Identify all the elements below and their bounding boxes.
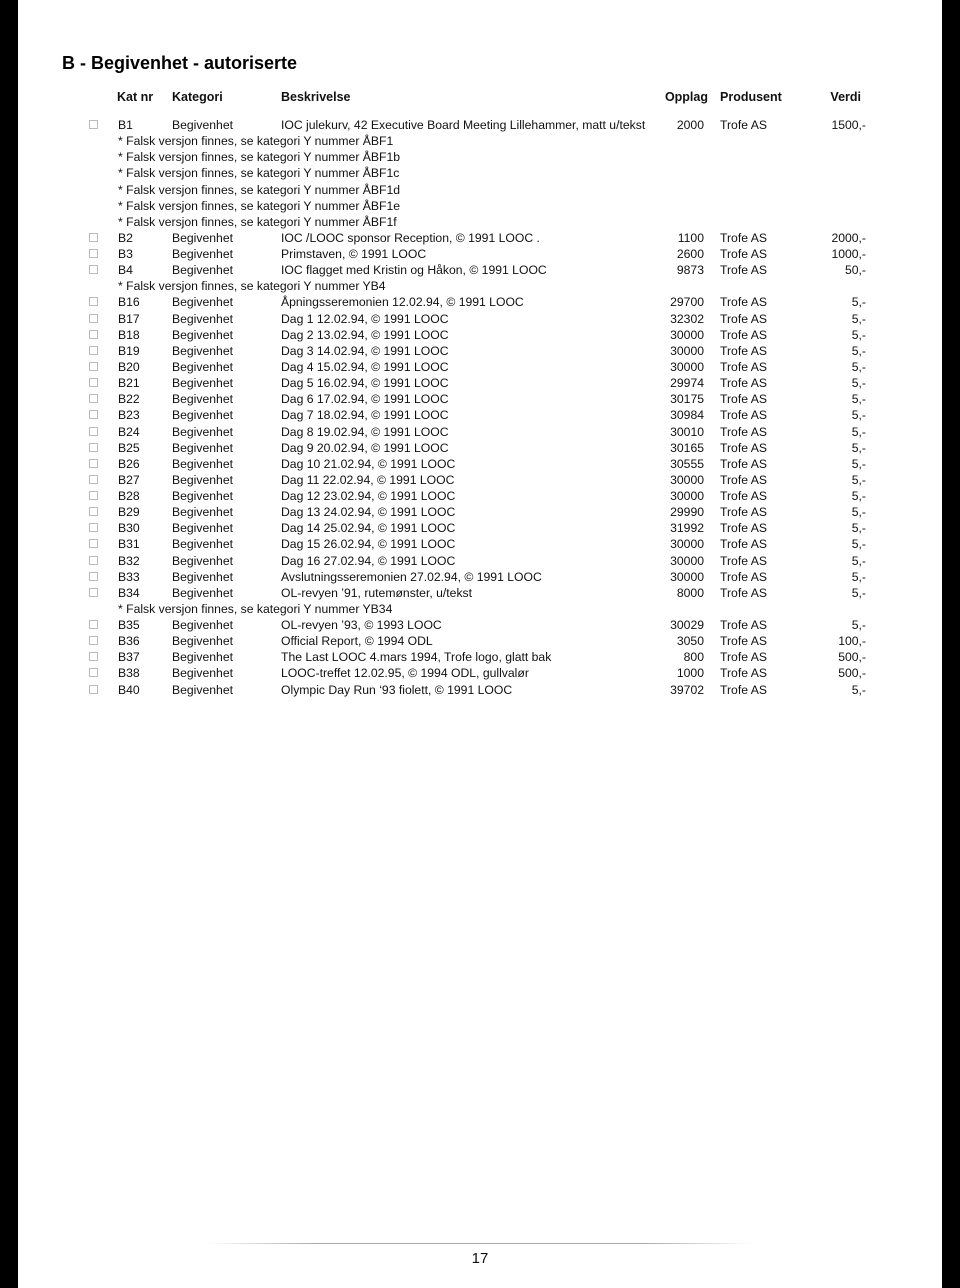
- cell-kat-nr: B18: [118, 327, 140, 342]
- table-row: [18, 504, 942, 520]
- cell-verdi: 5,-: [851, 472, 866, 487]
- cell-verdi: 5,-: [851, 489, 866, 503]
- cell-produsent: Trofe AS: [720, 295, 767, 310]
- table-row: [18, 569, 942, 585]
- note-text: * Falsk versjon finnes, se kategori Y nummer ÅBF1b: [118, 150, 401, 165]
- note-row: [18, 278, 942, 294]
- cell-kategori: Begivenhet: [172, 327, 233, 342]
- table-header: [18, 89, 942, 105]
- cell-kategori: Begivenhet: [172, 311, 233, 326]
- row-checkbox[interactable]: [89, 459, 98, 468]
- table-row: [18, 391, 942, 407]
- cell-verdi: 5,-: [851, 682, 866, 697]
- cell-verdi: 2000,-: [831, 230, 866, 245]
- row-checkbox[interactable]: [89, 443, 98, 452]
- cell-kategori: Begivenhet: [172, 666, 233, 681]
- cell-kat-nr: B23: [118, 408, 140, 423]
- cell-opplag: 29990: [670, 505, 704, 520]
- cell-beskrivelse: LOOC-treffet 12.02.95, © 1994 ODL, gullvalør: [281, 666, 529, 681]
- cell-beskrivelse: The Last LOOC 4.mars 1994, Trofe logo, glatt bak: [281, 650, 552, 665]
- cell-verdi: 5,-: [851, 376, 866, 391]
- page-title: B - Begivenhet - autoriserte: [62, 53, 298, 73]
- cell-verdi: 5,-: [851, 440, 866, 455]
- cell-kategori: Begivenhet: [172, 408, 233, 423]
- cell-produsent: Trofe AS: [720, 376, 767, 391]
- note-text: * Falsk versjon finnes, se kategori Y nummer ÅBF1d: [118, 182, 401, 197]
- row-checkbox[interactable]: [89, 233, 98, 242]
- row-checkbox[interactable]: [89, 668, 98, 677]
- cell-kat-nr: B1: [118, 118, 133, 132]
- table-row: [18, 633, 942, 649]
- cell-kat-nr: B17: [118, 311, 140, 326]
- cell-beskrivelse: Dag 5 16.02.94, © 1991 LOOC: [281, 376, 449, 391]
- cell-verdi: 5,-: [851, 618, 866, 632]
- cell-verdi: 5,-: [851, 505, 866, 520]
- cell-verdi: 5,-: [851, 521, 866, 536]
- cell-kategori: Begivenhet: [172, 424, 233, 439]
- cell-verdi: 5,-: [851, 424, 866, 439]
- cell-beskrivelse: IOC /LOOC sponsor Reception, © 1991 LOOC .: [281, 230, 540, 245]
- header-beskrivelse: Beskrivelse: [281, 90, 351, 104]
- cell-opplag: 8000: [676, 585, 704, 600]
- cell-produsent: Trofe AS: [720, 472, 767, 487]
- cell-beskrivelse: Åpningsseremonien 12.02.94, © 1991 LOOC: [281, 295, 524, 310]
- cell-opplag: 9873: [676, 263, 704, 278]
- cell-produsent: Trofe AS: [720, 505, 767, 520]
- cell-verdi: 1000,-: [831, 247, 866, 261]
- page-number: 17: [471, 1250, 489, 1267]
- cell-kategori: Begivenhet: [172, 247, 233, 261]
- cell-beskrivelse: Dag 8 19.02.94, © 1991 LOOC: [281, 424, 449, 439]
- document-page: [18, 0, 942, 1288]
- cell-opplag: 2600: [676, 247, 704, 261]
- cell-produsent: Trofe AS: [720, 247, 767, 261]
- cell-kategori: Begivenhet: [172, 505, 233, 520]
- cell-opplag: 30555: [670, 456, 704, 471]
- cell-opplag: 30000: [670, 569, 704, 584]
- cell-kat-nr: B24: [118, 424, 140, 439]
- cell-opplag: 30175: [670, 392, 704, 407]
- cell-kat-nr: B30: [118, 521, 140, 536]
- row-checkbox[interactable]: [89, 620, 98, 629]
- cell-beskrivelse: Dag 13 24.02.94, © 1991 LOOC: [281, 505, 456, 520]
- cell-beskrivelse: Dag 6 17.02.94, © 1991 LOOC: [281, 392, 449, 407]
- header-verdi: Verdi: [830, 90, 861, 104]
- row-checkbox[interactable]: [89, 491, 98, 500]
- cell-kategori: Begivenhet: [172, 650, 233, 665]
- cell-verdi: 5,-: [851, 359, 866, 374]
- cell-kat-nr: B4: [118, 263, 133, 278]
- table-row: [18, 665, 942, 681]
- cell-produsent: Trofe AS: [720, 311, 767, 326]
- note-row: [18, 165, 942, 181]
- cell-opplag: 3050: [676, 634, 704, 649]
- cell-kategori: Begivenhet: [172, 569, 233, 584]
- header-kat-nr: Kat nr: [117, 90, 154, 104]
- cell-kat-nr: B31: [118, 537, 140, 552]
- cell-beskrivelse: Dag 12 23.02.94, © 1991 LOOC: [281, 489, 456, 503]
- cell-beskrivelse: Dag 9 20.02.94, © 1991 LOOC: [281, 440, 449, 455]
- cell-opplag: 30000: [670, 343, 704, 358]
- cell-kategori: Begivenhet: [172, 537, 233, 552]
- cell-produsent: Trofe AS: [720, 650, 767, 665]
- row-checkbox[interactable]: [89, 314, 98, 323]
- cell-verdi: 5,-: [851, 585, 866, 600]
- cell-verdi: 1500,-: [831, 118, 866, 132]
- table-row: [18, 262, 942, 278]
- cell-produsent: Trofe AS: [720, 359, 767, 374]
- cell-opplag: 30000: [670, 472, 704, 487]
- note-text: * Falsk versjon finnes, se kategori Y nummer ÅBF1: [118, 134, 394, 149]
- cell-produsent: Trofe AS: [720, 666, 767, 681]
- cell-kategori: Begivenhet: [172, 472, 233, 487]
- table-row: [18, 424, 942, 440]
- note-text: * Falsk versjon finnes, se kategori Y nummer YB34: [118, 601, 393, 616]
- row-checkbox[interactable]: [89, 297, 98, 306]
- cell-opplag: 30165: [670, 440, 704, 455]
- row-checkbox[interactable]: [89, 394, 98, 403]
- cell-produsent: Trofe AS: [720, 408, 767, 423]
- table-row: [18, 488, 942, 504]
- cell-kat-nr: B3: [118, 247, 133, 261]
- cell-verdi: 5,-: [851, 295, 866, 310]
- cell-kategori: Begivenhet: [172, 295, 233, 310]
- table-row: [18, 117, 942, 133]
- cell-produsent: Trofe AS: [720, 230, 767, 245]
- cell-beskrivelse: Dag 2 13.02.94, © 1991 LOOC: [281, 327, 449, 342]
- cell-produsent: Trofe AS: [720, 585, 767, 600]
- cell-beskrivelse: Dag 10 21.02.94, © 1991 LOOC: [281, 456, 456, 471]
- cell-kat-nr: B40: [118, 682, 140, 697]
- cell-produsent: Trofe AS: [720, 569, 767, 584]
- table-row: [18, 617, 942, 633]
- footer-divider: [208, 1243, 752, 1244]
- table-row: [18, 327, 942, 343]
- note-text: * Falsk versjon finnes, se kategori Y nummer YB4: [118, 279, 386, 294]
- cell-opplag: 30010: [670, 424, 704, 439]
- cell-beskrivelse: Dag 7 18.02.94, © 1991 LOOC: [281, 408, 449, 423]
- cell-beskrivelse: IOC flagget med Kristin og Håkon, © 1991 LOOC: [281, 263, 547, 278]
- note-row: [18, 214, 942, 230]
- cell-kategori: Begivenhet: [172, 440, 233, 455]
- cell-opplag: 30000: [670, 553, 704, 568]
- cell-verdi: 5,-: [851, 311, 866, 326]
- cell-kat-nr: B27: [118, 472, 140, 487]
- row-checkbox[interactable]: [89, 475, 98, 484]
- row-checkbox[interactable]: [89, 362, 98, 371]
- cell-opplag: 1100: [677, 230, 704, 245]
- cell-verdi: 5,-: [851, 327, 866, 342]
- cell-produsent: Trofe AS: [720, 682, 767, 697]
- cell-kat-nr: B20: [118, 359, 140, 374]
- cell-kategori: Begivenhet: [172, 118, 233, 132]
- cell-beskrivelse: Dag 1 12.02.94, © 1991 LOOC: [281, 311, 449, 326]
- row-checkbox[interactable]: [89, 265, 98, 274]
- table-row: [18, 585, 942, 601]
- row-checkbox[interactable]: [89, 249, 98, 258]
- cell-opplag: 29700: [670, 295, 704, 310]
- table-row: [18, 343, 942, 359]
- cell-kat-nr: B28: [118, 489, 140, 503]
- cell-verdi: 5,-: [851, 392, 866, 407]
- note-row: [18, 133, 942, 149]
- cell-verdi: 5,-: [851, 408, 866, 423]
- cell-verdi: 5,-: [851, 456, 866, 471]
- cell-kat-nr: B26: [118, 456, 140, 471]
- cell-kategori: Begivenhet: [172, 618, 233, 632]
- cell-kategori: Begivenhet: [172, 343, 233, 358]
- table-row: [18, 230, 942, 246]
- cell-kategori: Begivenhet: [172, 682, 233, 697]
- cell-produsent: Trofe AS: [720, 343, 767, 358]
- cell-kategori: Begivenhet: [172, 489, 233, 503]
- cell-verdi: 500,-: [838, 650, 866, 665]
- cell-kat-nr: B34: [118, 585, 140, 600]
- row-checkbox[interactable]: [89, 346, 98, 355]
- cell-beskrivelse: IOC julekurv, 42 Executive Board Meeting Lillehammer, matt u/tekst: [281, 118, 646, 132]
- row-checkbox[interactable]: [89, 507, 98, 516]
- table-row: [18, 520, 942, 536]
- cell-beskrivelse: OL-revyen ’91, rutemønster, u/tekst: [281, 585, 473, 600]
- cell-kategori: Begivenhet: [172, 585, 233, 600]
- note-text: * Falsk versjon finnes, se kategori Y nummer ÅBF1f: [118, 214, 397, 229]
- cell-kat-nr: B19: [118, 343, 140, 358]
- header-produsent: Produsent: [720, 90, 782, 104]
- table-row: [18, 649, 942, 665]
- note-text: * Falsk versjon finnes, se kategori Y nummer ÅBF1e: [118, 198, 401, 213]
- note-row: [18, 198, 942, 214]
- cell-opplag: 32302: [670, 311, 704, 326]
- cell-opplag: 30984: [670, 408, 704, 423]
- cell-beskrivelse: Dag 3 14.02.94, © 1991 LOOC: [281, 343, 449, 358]
- cell-beskrivelse: Olympic Day Run ‘93 fiolett, © 1991 LOOC: [281, 682, 513, 697]
- cell-kategori: Begivenhet: [172, 392, 233, 407]
- cell-kat-nr: B32: [118, 553, 140, 568]
- cell-kat-nr: B38: [118, 666, 140, 681]
- cell-opplag: 30000: [670, 359, 704, 374]
- cell-opplag: 30000: [670, 489, 704, 503]
- cell-verdi: 50,-: [844, 263, 866, 278]
- cell-opplag: 29974: [670, 376, 704, 391]
- cell-kategori: Begivenhet: [172, 456, 233, 471]
- row-checkbox[interactable]: [89, 539, 98, 548]
- row-checkbox[interactable]: [89, 427, 98, 436]
- cell-verdi: 5,-: [851, 343, 866, 358]
- row-checkbox[interactable]: [89, 685, 98, 694]
- cell-produsent: Trofe AS: [720, 440, 767, 455]
- cell-produsent: Trofe AS: [720, 537, 767, 552]
- row-checkbox[interactable]: [89, 330, 98, 339]
- cell-beskrivelse: Dag 14 25.02.94, © 1991 LOOC: [281, 521, 456, 536]
- cell-kategori: Begivenhet: [172, 359, 233, 374]
- cell-opplag: 800: [683, 650, 704, 665]
- cell-verdi: 5,-: [851, 553, 866, 568]
- cell-kat-nr: B2: [118, 230, 133, 245]
- cell-kat-nr: B36: [118, 634, 140, 649]
- cell-kat-nr: B37: [118, 650, 140, 665]
- table-row: [18, 311, 942, 327]
- cell-beskrivelse: Dag 16 27.02.94, © 1991 LOOC: [281, 553, 456, 568]
- note-row: [18, 182, 942, 198]
- table-row: [18, 553, 942, 569]
- cell-kategori: Begivenhet: [172, 521, 233, 536]
- row-checkbox[interactable]: [89, 636, 98, 645]
- cell-produsent: Trofe AS: [720, 553, 767, 568]
- note-text: * Falsk versjon finnes, se kategori Y nummer ÅBF1c: [118, 166, 400, 181]
- cell-beskrivelse: Avslutningsseremonien 27.02.94, © 1991 LOOC: [281, 569, 542, 584]
- row-checkbox[interactable]: [89, 588, 98, 597]
- table-row: [18, 359, 942, 375]
- table-row: [18, 682, 942, 698]
- cell-kategori: Begivenhet: [172, 553, 233, 568]
- cell-kategori: Begivenhet: [172, 634, 233, 649]
- cell-produsent: Trofe AS: [720, 118, 767, 132]
- header-opplag: Opplag: [664, 90, 708, 104]
- cell-kategori: Begivenhet: [172, 230, 233, 245]
- table-row: [18, 294, 942, 310]
- table-row: [18, 407, 942, 423]
- row-checkbox[interactable]: [89, 523, 98, 532]
- row-checkbox[interactable]: [89, 120, 98, 129]
- cell-kategori: Begivenhet: [172, 376, 233, 391]
- cell-beskrivelse: Dag 15 26.02.94, © 1991 LOOC: [281, 537, 456, 552]
- row-checkbox[interactable]: [89, 572, 98, 581]
- row-checkbox[interactable]: [89, 410, 98, 419]
- cell-produsent: Trofe AS: [720, 489, 767, 503]
- cell-opplag: 2000: [676, 118, 704, 132]
- cell-kategori: Begivenhet: [172, 263, 233, 278]
- table-row: [18, 246, 942, 262]
- cell-opplag: 31992: [670, 521, 704, 536]
- cell-kat-nr: B29: [118, 505, 140, 520]
- cell-kat-nr: B35: [118, 618, 140, 632]
- cell-produsent: Trofe AS: [720, 392, 767, 407]
- cell-opplag: 30000: [670, 537, 704, 552]
- cell-produsent: Trofe AS: [720, 263, 767, 278]
- note-row: [18, 149, 942, 165]
- cell-opplag: 30000: [670, 327, 704, 342]
- cell-verdi: 500,-: [838, 666, 866, 681]
- cell-verdi: 5,-: [851, 569, 866, 584]
- cell-verdi: 100,-: [838, 634, 866, 649]
- cell-opplag: 39702: [670, 682, 704, 697]
- cell-beskrivelse: Primstaven, © 1991 LOOC: [281, 247, 427, 261]
- table-row: [18, 536, 942, 552]
- cell-beskrivelse: Dag 4 15.02.94, © 1991 LOOC: [281, 359, 449, 374]
- table-row: [18, 472, 942, 488]
- table-row: [18, 456, 942, 472]
- cell-produsent: Trofe AS: [720, 424, 767, 439]
- row-checkbox[interactable]: [89, 378, 98, 387]
- table-row: [18, 375, 942, 391]
- cell-beskrivelse: Dag 11 22.02.94, © 1991 LOOC: [281, 472, 455, 487]
- table-row: [18, 440, 942, 456]
- note-row: [18, 601, 942, 617]
- cell-kat-nr: B21: [118, 376, 140, 391]
- cell-kat-nr: B25: [118, 440, 140, 455]
- cell-opplag: 1000: [676, 666, 704, 681]
- cell-verdi: 5,-: [851, 537, 866, 552]
- cell-produsent: Trofe AS: [720, 634, 767, 649]
- row-checkbox[interactable]: [89, 556, 98, 565]
- cell-kat-nr: B22: [118, 392, 140, 407]
- header-kategori: Kategori: [172, 90, 223, 104]
- cell-produsent: Trofe AS: [720, 327, 767, 342]
- cell-produsent: Trofe AS: [720, 456, 767, 471]
- cell-beskrivelse: OL-revyen ’93, © 1993 LOOC: [281, 618, 442, 632]
- cell-kat-nr: B16: [118, 295, 140, 310]
- cell-opplag: 30029: [670, 618, 704, 632]
- cell-kat-nr: B33: [118, 569, 140, 584]
- row-checkbox[interactable]: [89, 652, 98, 661]
- cell-produsent: Trofe AS: [720, 618, 767, 632]
- cell-beskrivelse: Official Report, © 1994 ODL: [281, 634, 433, 649]
- cell-produsent: Trofe AS: [720, 521, 767, 536]
